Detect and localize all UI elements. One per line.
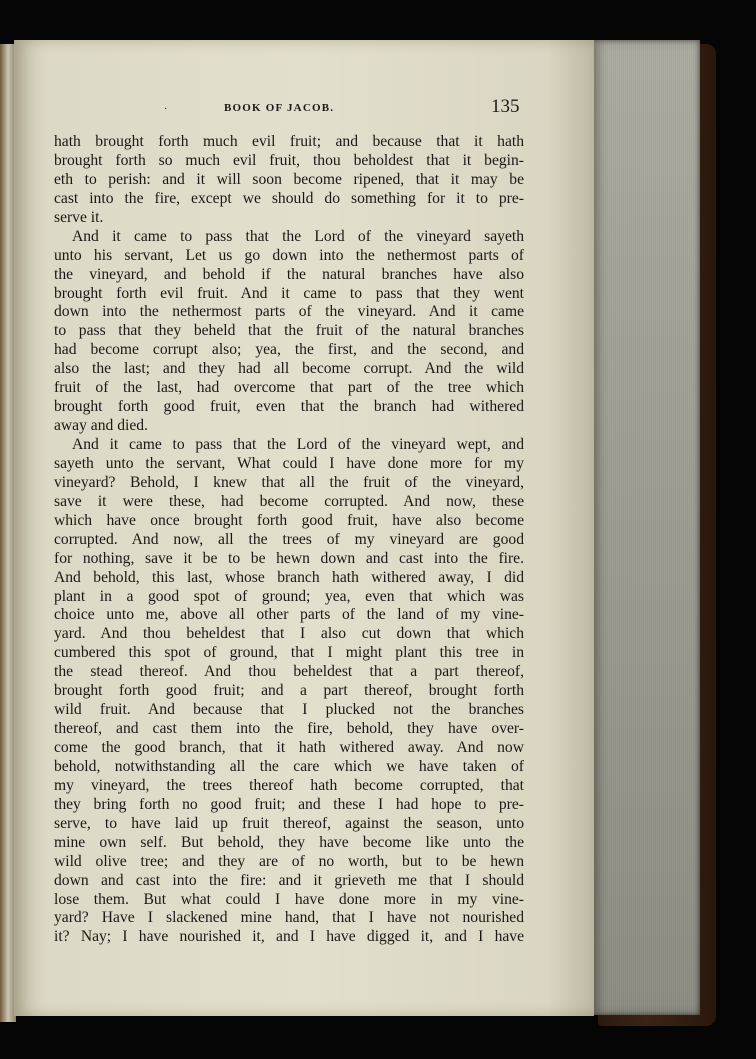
text-line: brought forth so much evil fruit, thou beholdest that it begin-: [54, 151, 524, 169]
text-line: serve, to have laid up fruit thereof, against the season, unto: [54, 814, 524, 832]
page-header: [14, 96, 594, 126]
text-line: brought forth evil fruit. And it came to pass that they went: [54, 284, 524, 302]
text-line: vineyard? Behold, I knew that all the fruit of the vineyard,: [54, 473, 524, 491]
text-line: the vineyard, and behold if the natural branches have also: [54, 265, 524, 283]
text-line: unto his servant, Let us go down into the nethermost parts of: [54, 246, 524, 264]
text-line: behold, notwithstanding all the care which we have taken of: [54, 757, 524, 775]
text-line: wild olive tree; and they are of no worth, but to be hewn: [54, 852, 524, 870]
text-line: lose them. But what could I have done more in my vine-: [54, 890, 524, 908]
text-line: eth to perish: and it will soon become ripened, that it may be: [54, 170, 524, 188]
text-line: yard. And thou beheldest that I also cut down that which: [54, 625, 524, 643]
text-line: mine own self. But behold, they have become like unto the: [54, 833, 524, 851]
text-line: thereof, and cast them into the fire, behold, they have over-: [54, 720, 524, 738]
text-line: down into the nethermost parts of the vineyard. And it came: [54, 303, 524, 321]
text-line: my vineyard, the trees thereof hath become corrupted, that: [54, 776, 524, 794]
text-line: down and cast into the fire: and it grieveth me that I should: [54, 871, 524, 889]
text-line: serve it.: [54, 208, 104, 226]
text-line: plant in a good spot of ground; yea, even that which was: [54, 587, 524, 605]
text-line: away and died.: [54, 417, 148, 435]
text-line: wild fruit. And because that I plucked not the branches: [54, 701, 524, 719]
text-line: And it came to pass that the Lord of the vineyard sayeth: [72, 227, 524, 245]
text-line: it? Nay; I have nourished it, and I have digged it, and I have: [54, 928, 524, 946]
text-line: they bring forth no good fruit; and these I had hope to pre-: [54, 795, 524, 813]
text-line: the stead thereof. And thou beheldest that a part thereof,: [54, 663, 524, 681]
text-line: hath brought forth much evil fruit; and because that it hath: [54, 133, 524, 150]
text-line: choice unto me, above all other parts of the land of my vine-: [54, 606, 524, 624]
book-page: [14, 40, 594, 1016]
header-ornament: ·: [164, 104, 168, 115]
body-text: [54, 133, 524, 947]
text-line: And behold, this last, whose branch hath withered away, I did: [54, 568, 524, 586]
text-line: brought forth good fruit; and a part thereof, brought forth: [54, 682, 524, 700]
page-edges: [592, 40, 700, 1015]
text-line: corrupted. And now, all the trees of my vineyard are good: [54, 530, 524, 548]
text-line: sayeth unto the servant, What could I have done more for my: [54, 454, 524, 472]
text-line: also the last; and they had all become corrupt. And the wild: [54, 360, 524, 378]
text-line: had become corrupt also; yea, the first, and the second, and: [54, 341, 524, 359]
text-line: save it were these, had become corrupted. And now, these: [54, 492, 524, 510]
text-line: which have once brought forth good fruit, have also become: [54, 511, 524, 529]
page-number: 135: [491, 96, 520, 117]
text-line: for nothing, save it be to be hewn down and cast into the fire.: [54, 549, 524, 567]
text-line: yard? Have I slackened mine hand, that I have not nourished: [54, 909, 524, 927]
text-line: to pass that they beheld that the fruit of the natural branches: [54, 322, 524, 340]
running-head: BOOK OF JACOB.: [224, 102, 335, 114]
text-line: And it came to pass that the Lord of the vineyard wept, and: [72, 436, 524, 453]
text-line: come the good branch, that it hath withered away. And now: [54, 739, 524, 756]
text-line: cumbered this spot of ground, that I might plant this tree in: [54, 644, 524, 662]
text-line: fruit of the last, had overcome that part of the tree which: [54, 379, 524, 397]
text-line: cast into the fire, except we should do something for it to pre-: [54, 189, 524, 207]
text-line: brought forth good fruit, even that the branch had withered: [54, 398, 524, 416]
